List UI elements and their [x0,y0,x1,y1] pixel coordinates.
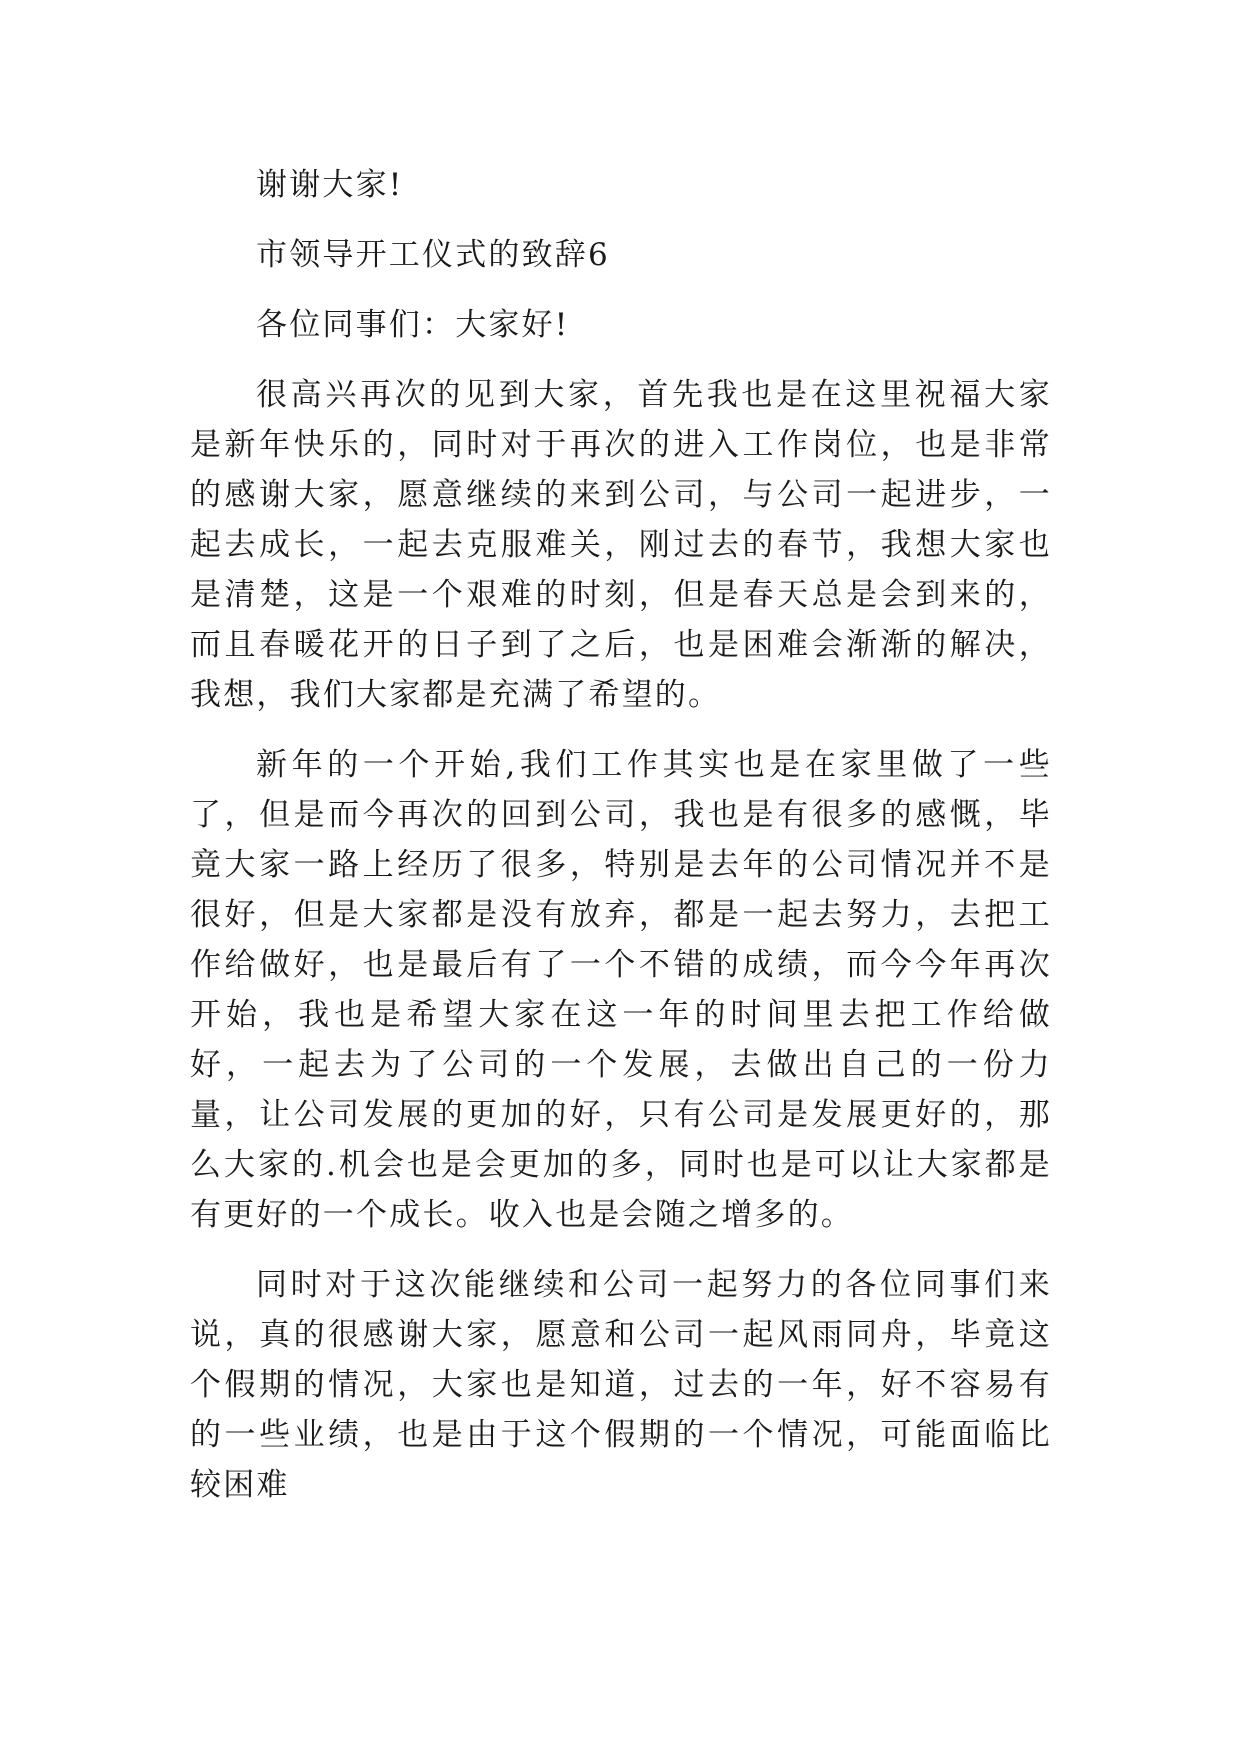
paragraph-heading: 市领导开工仪式的致辞6 [256,237,610,273]
paragraph-greeting: 各位同事们：大家好! [256,307,570,343]
paragraph-body-2: 新年的一个开始,我们工作其实也是在家里做了一些了，但是而今再次的回到公司，我也是有很多的感慨，毕竟大家一路上经历了很多，特别是去年的公司情况并不是很好，但是大家都是没有放弃，都是一起去努力，去把工作给做好，也是最后有了一个不错的成绩，而今今年再次开始，我也是希望大家在这一年的时间里去把工作给做好，一起去为了公司的一个发展，去做出自己的一份力量，让公司发展的更加的好，只有公司是发展更好的，那么大家的.机会也是会更加的多，同时也是可以让大家都是有更好的一个成长。收入也是会随之增多的。 [190,747,1052,1233]
document-body [190,160,1052,1530]
paragraph-thanks: 谢谢大家! [256,167,404,203]
paragraph-body-1: 很高兴再次的见到大家，首先我也是在这里祝福大家是新年快乐的，同时对于再次的进入工作岗位，也是非常的感谢大家，愿意继续的来到公司，与公司一起进步，一起去成长，一起去克服难关，刚过去的春节，我想大家也是清楚，这是一个艰难的时刻，但是春天总是会到来的，而且春暖花开的日子到了之后，也是困难会渐渐的解决，我想，我们大家都是充满了希望的。 [190,377,1052,713]
paragraph-body-3: 同时对于这次能继续和公司一起努力的各位同事们来说，真的很感谢大家，愿意和公司一起风雨同舟，毕竟这个假期的情况，大家也是知道，过去的一年，好不容易有的一些业绩，也是由于这个假期的一个情况，可能面临比较困难 [190,1267,1052,1503]
